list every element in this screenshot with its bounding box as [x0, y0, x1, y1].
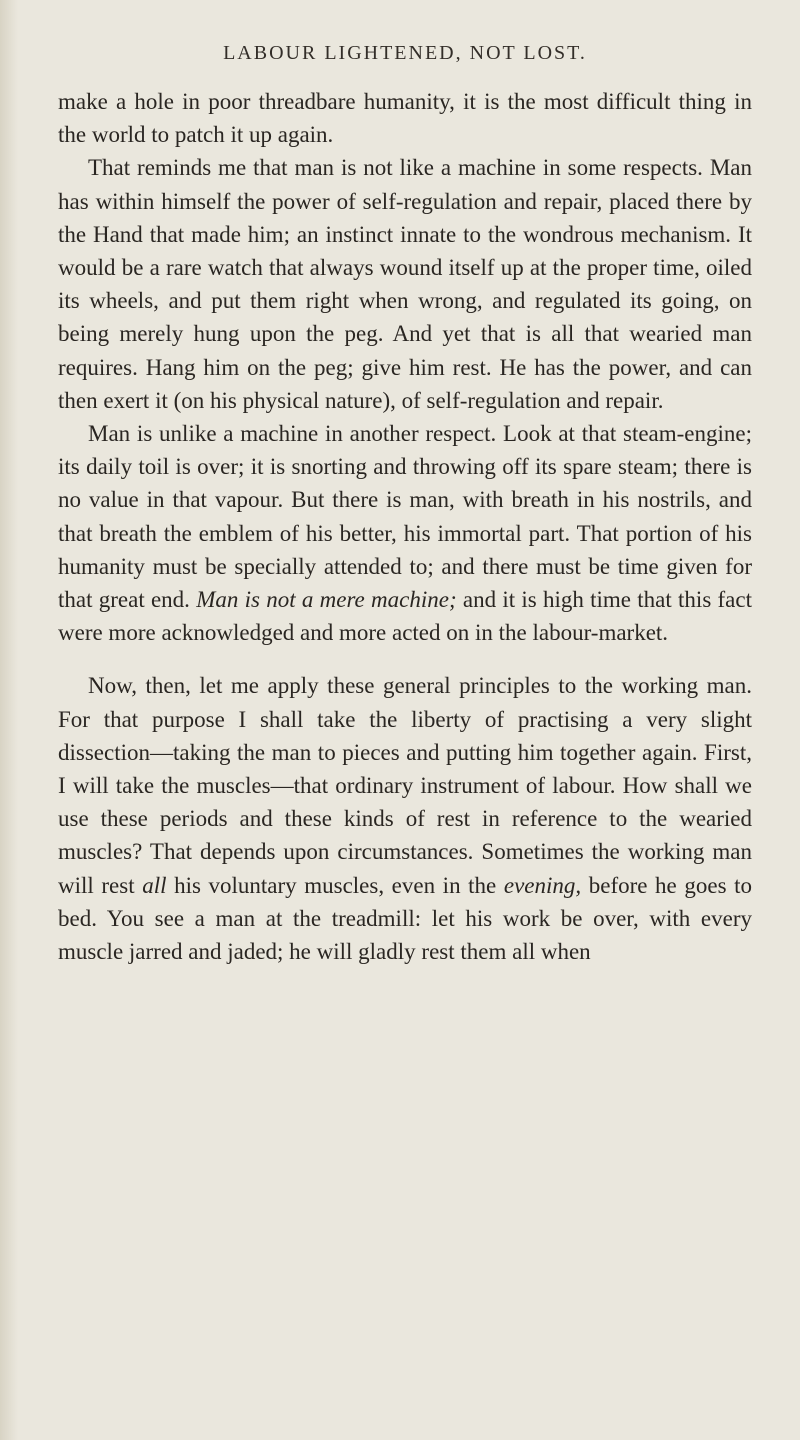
paragraph-3	[58, 417, 752, 649]
paragraph-4-text-1: Now, then, let me apply these general principles to the working man. For that purpose I shall take the liberty of practising a very slight dissection—taking the man to pieces and putting him together again. First, I will take the muscles—that ordinary instrument of labour. How shall we use these periods and these kinds of rest in reference to the wearied muscles? That depends upon circumstances. Sometimes the working man will rest	[58, 673, 752, 898]
paragraph-4	[58, 669, 752, 968]
paragraph-2: That reminds me that man is not like a machine in some respects. Man has within himself the power of self-regulation and repair, placed there by the Hand that made him; an instinct innate to the wondrous mechanism. It would be a rare watch that always wound itself up at the proper time, oiled its wheels, and put them right when wrong, and regulated its going, on being merely hung upon the peg. And yet that is all that wearied man requires. Hang him on the peg; give him rest. He has the power, and can then exert it (on his physical nature), of self-regulation and repair.	[58, 155, 752, 413]
paragraph-3-text: Man is unlike a machine in another respect. Look at that steam-engine; its daily toil is over; it is snorting and throwing off its spare steam; there is no value in that vapour. But there is man, with breath in his nostrils, and that breath the emblem of his better, his immortal part. That portion of his humanity must be specially attended to; and there must be time given for that great end.	[58, 421, 752, 613]
paragraph-1: make a hole in poor threadbare humanity, it is the most difficult thing in the world to patch it up again.	[58, 89, 752, 148]
page-edge-shadow	[0, 0, 18, 1440]
paragraph-4-text-3: before he goes to bed. You see a man at the treadmill: let his work be over, with every muscle jarred and jaded; he will gladly rest them all when	[58, 872, 753, 965]
paragraph-3-emphasis: Man is not a mere machine;	[196, 587, 457, 613]
paragraph-4-emphasis-2: evening,	[503, 872, 582, 898]
paragraph-4-emphasis-1: all	[142, 872, 167, 898]
paragraph-3-text-end: and it is high time that this fact were more acknowledged and more acted on in the labour-market.	[58, 587, 752, 646]
paragraph-4-text-2: his voluntary muscles, even in the	[174, 872, 497, 898]
running-head: LABOUR LIGHTENED, NOT LOST.	[223, 42, 587, 64]
